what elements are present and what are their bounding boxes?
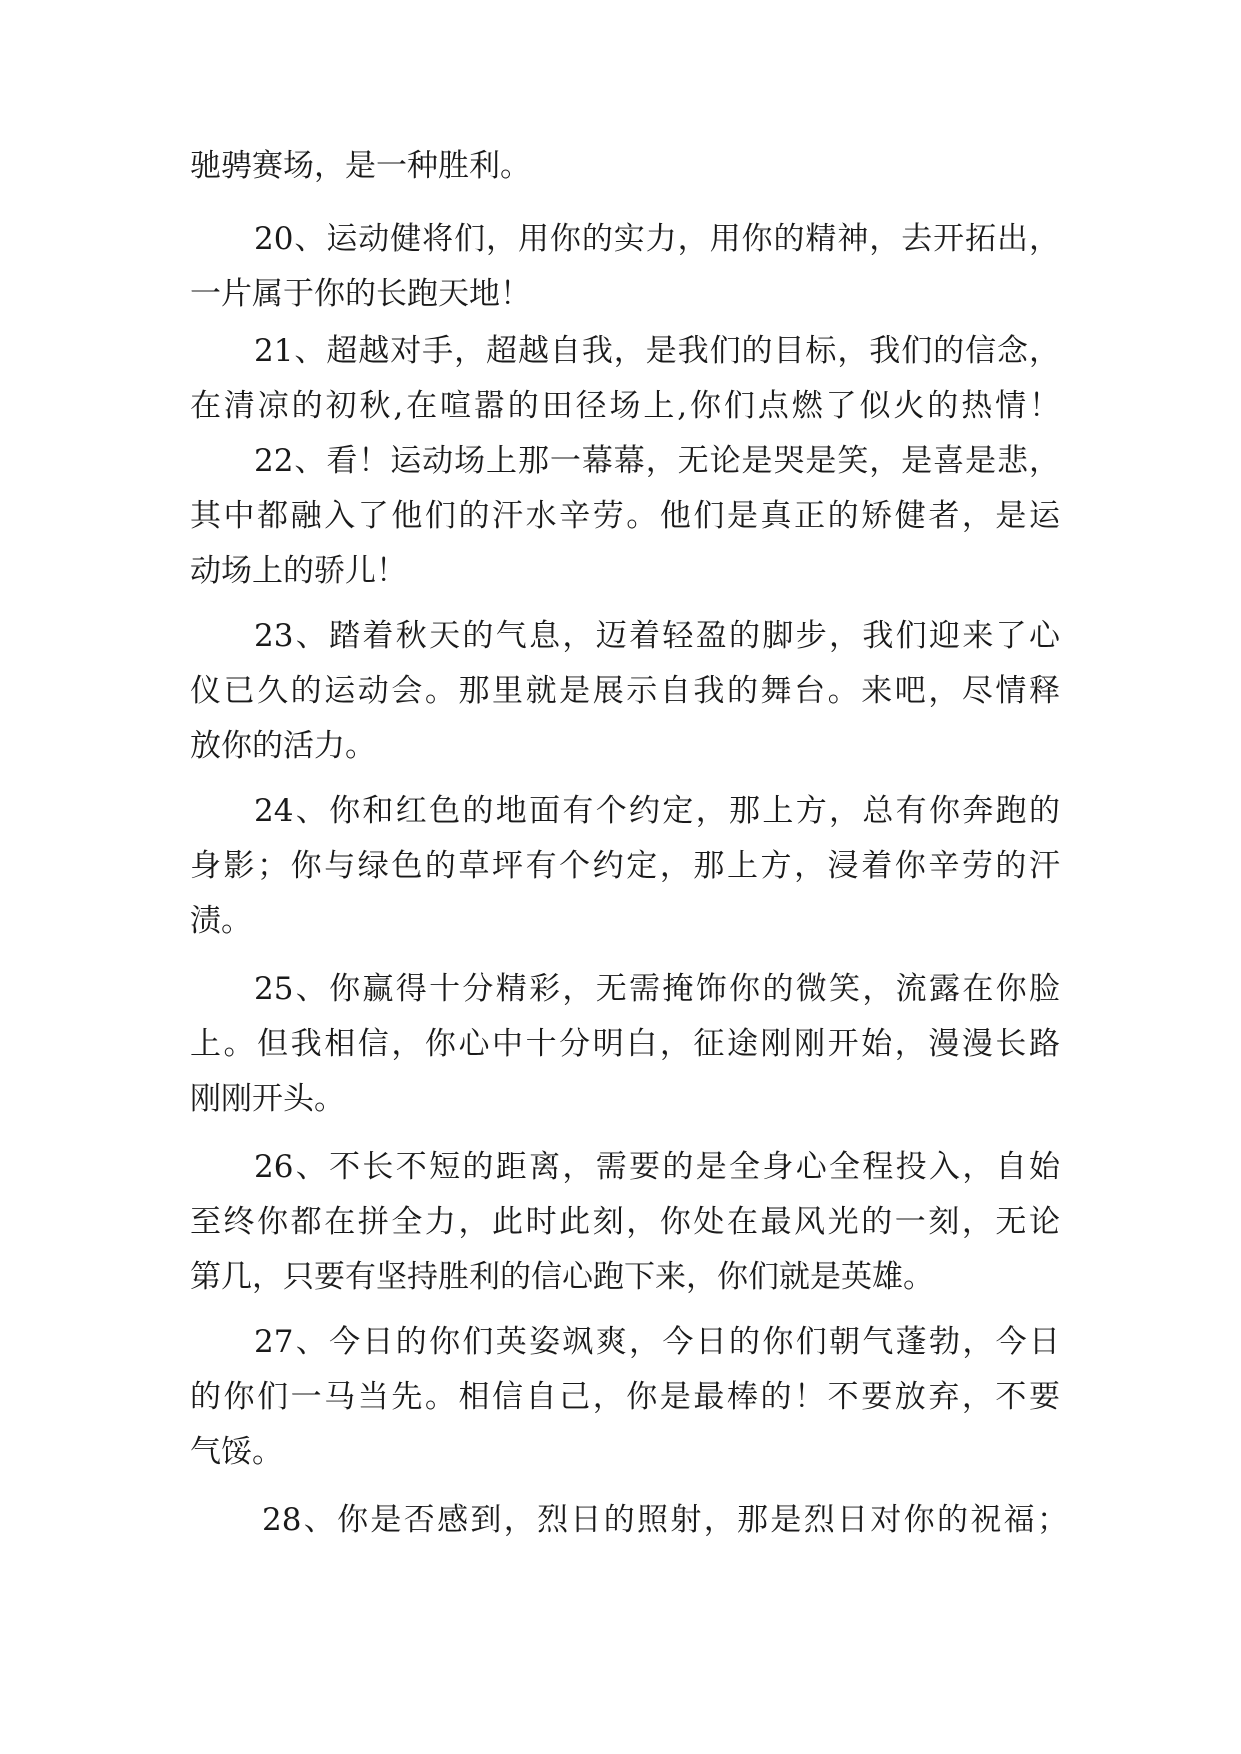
paragraph-24-line-1: 24、你和红色的地面有个约定，那上方，总有你奔跑的	[254, 793, 1060, 829]
paragraph-27-line-2: 的你们一马当先。相信自己，你是最棒的！不要放弃，不要	[190, 1379, 1060, 1415]
paragraph-25-line-2: 上。但我相信，你心中十分明白，征途刚刚开始，漫漫长路	[190, 1026, 1060, 1062]
paragraph-26-line-1: 26、不长不短的距离，需要的是全身心全程投入，自始	[254, 1149, 1060, 1185]
paragraph-28-line-1: 28、你是否感到，烈日的照射，那是烈日对你的祝福；	[262, 1502, 1068, 1538]
paragraph-27-line-1: 27、今日的你们英姿飒爽，今日的你们朝气蓬勃，今日	[254, 1324, 1060, 1360]
paragraph-22-line-3: 动场上的骄儿！	[190, 553, 407, 589]
paragraph-24-line-3: 渍。	[190, 903, 252, 939]
paragraph-22-line-2: 其中都融入了他们的汗水辛劳。他们是真正的矫健者，是运	[190, 498, 1060, 534]
paragraph-23-line-1: 23、踏着秋天的气息，迈着轻盈的脚步，我们迎来了心	[254, 618, 1060, 654]
paragraph-25-line-3: 刚刚开头。	[190, 1081, 345, 1117]
paragraph-26-line-3: 第几，只要有坚持胜利的信心跑下来，你们就是英雄。	[190, 1259, 934, 1295]
paragraph-22-line-1: 22、看！运动场上那一幕幕，无论是哭是笑，是喜是悲，	[254, 443, 1060, 479]
paragraph-21-line-2: 在清凉的初秋,在喧嚣的田径场上,你们点燃了似火的热情！	[190, 388, 1060, 424]
paragraph-20-line-2: 一片属于你的长跑天地！	[190, 276, 531, 312]
paragraph-20-line-1: 20、运动健将们，用你的实力，用你的精神，去开拓出，	[254, 221, 1060, 257]
paragraph-24-line-2: 身影；你与绿色的草坪有个约定，那上方，浸着你辛劳的汗	[190, 848, 1060, 884]
paragraph-21-line-1: 21、超越对手，超越自我，是我们的目标，我们的信念，	[254, 333, 1060, 369]
paragraph-23-line-3: 放你的活力。	[190, 728, 376, 764]
paragraph-26-line-2: 至终你都在拼全力，此时此刻，你处在最风光的一刻，无论	[190, 1204, 1060, 1240]
paragraph-27-line-3: 气馁。	[190, 1434, 283, 1470]
paragraph-25-line-1: 25、你赢得十分精彩，无需掩饰你的微笑，流露在你脸	[254, 971, 1060, 1007]
paragraph-23-line-2: 仪已久的运动会。那里就是展示自我的舞台。来吧，尽情释	[190, 673, 1060, 709]
paragraph-19-line-1: 驰骋赛场，是一种胜利。	[190, 148, 531, 184]
